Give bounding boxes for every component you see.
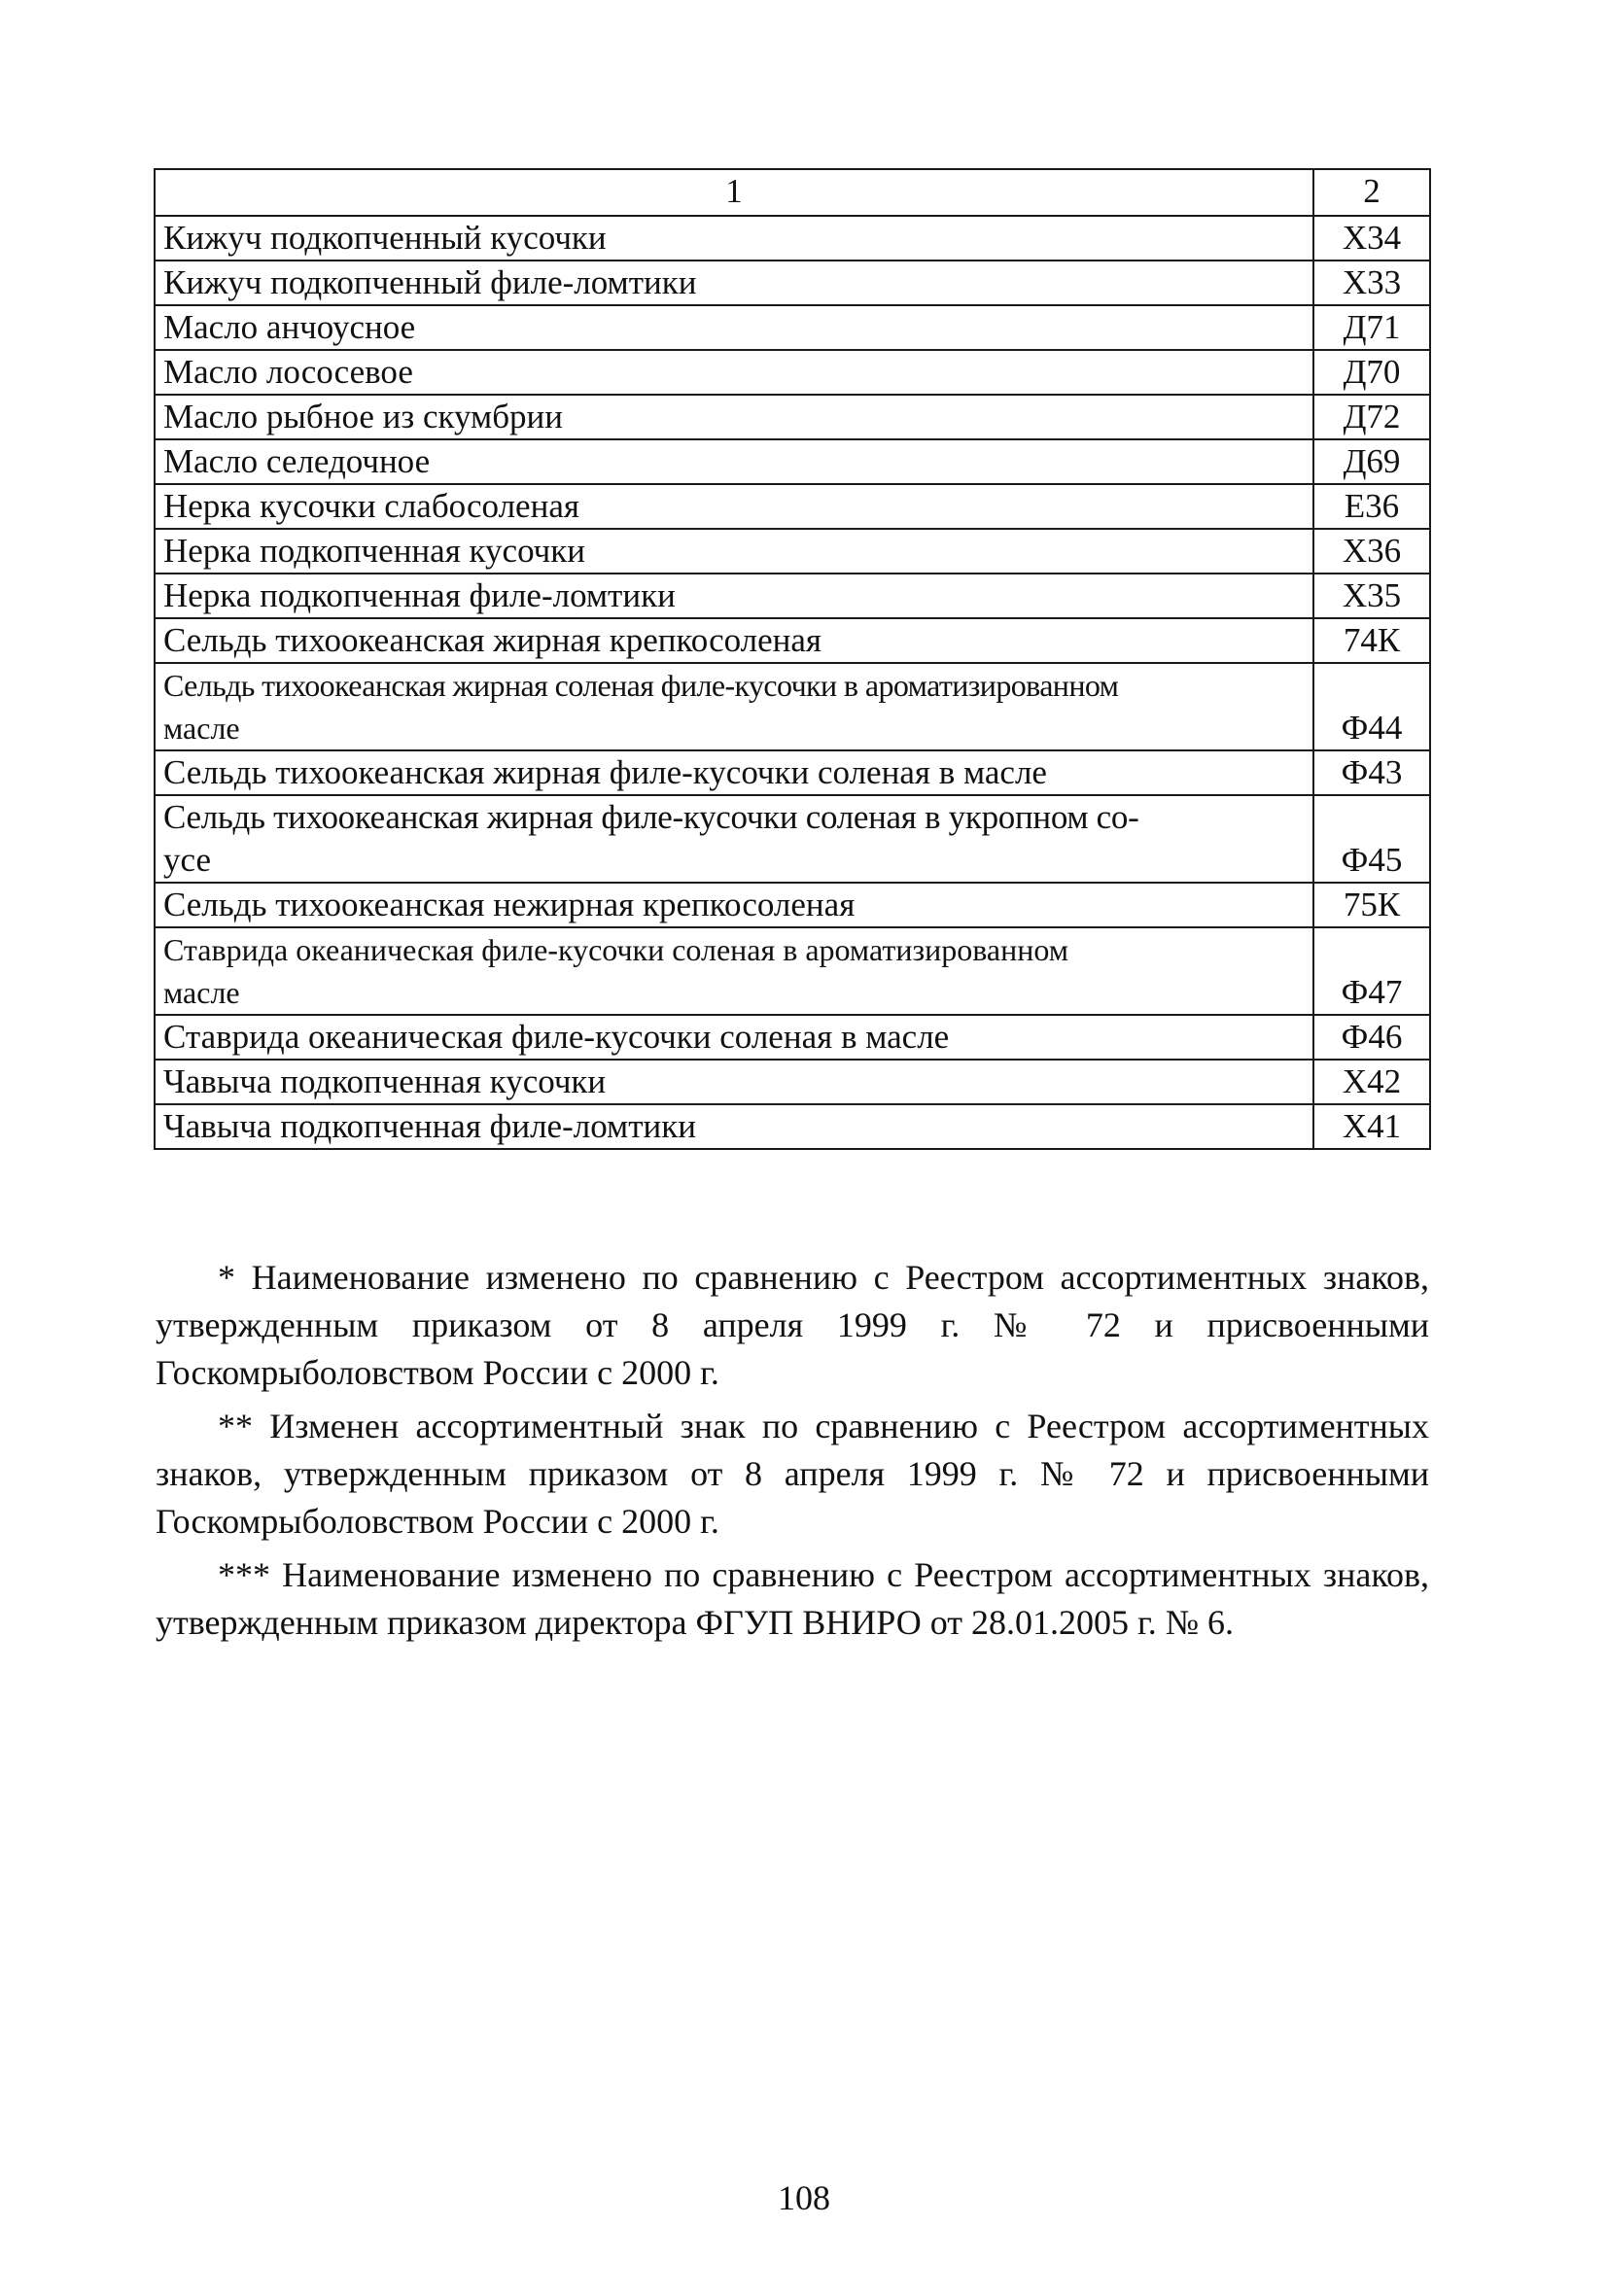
footnotes: [156, 1254, 1429, 1652]
product-name-line: Ставрида океаническая филе-кусочки соленая в ароматизированном: [163, 932, 1068, 967]
product-code-cell: Х33: [1313, 261, 1430, 305]
product-name-cell: Ставрида океаническая филе-кусочки соленая в масле: [155, 1015, 1313, 1060]
product-code-cell: Ф46: [1313, 1015, 1430, 1060]
product-name-cell: Нерка кусочки слабосоленая: [155, 484, 1313, 529]
product-name-cell: Масло лососевое: [155, 350, 1313, 395]
column-header-1: 1: [155, 169, 1313, 216]
product-name-line: Сельдь тихоокеанская жирная соленая филе-кусочки в ароматизированном: [163, 668, 1119, 703]
footnote-3: *** Наименование изменено по сравнению с Реестром ассортиментных знаков, утвержденным приказом директора ФГУП ВНИРО от 28.01.2005 г. № 6.: [156, 1555, 1429, 1642]
product-name-cell: Чавыча подкопченная кусочки: [155, 1060, 1313, 1104]
footnote-1: * Наименование изменено по сравнению с Реестром ассортиментных знаков, утвержденным приказом от 8 апреля 1999 г. № 72 и присвоенными Госкомрыболовством России с 2000 г.: [156, 1258, 1429, 1392]
product-code-cell: Д70: [1313, 350, 1430, 395]
product-name-line: Сельдь тихоокеанская жирная филе-кусочки соленая в укропном со-: [163, 798, 1139, 836]
product-name-cell: Кижуч подкопченный кусочки: [155, 216, 1313, 261]
table-row: [155, 305, 1430, 350]
product-code-cell: Х35: [1313, 574, 1430, 618]
product-name-cell: Масло селедочное: [155, 439, 1313, 484]
table-row: [155, 1104, 1430, 1149]
product-code-cell: Е36: [1313, 484, 1430, 529]
product-name-cell: Кижуч подкопченный филе-ломтики: [155, 261, 1313, 305]
assortment-signs-table: [154, 168, 1431, 1150]
page-number: 108: [778, 2178, 830, 2217]
table-row: [155, 927, 1430, 1015]
table-row: [155, 750, 1430, 795]
column-header-2: 2: [1313, 169, 1430, 216]
product-name-cell: Сельдь тихоокеанская жирная филе-кусочки соленая в масле: [155, 750, 1313, 795]
product-name-cell: [155, 795, 1313, 883]
product-code-cell: Ф44: [1313, 663, 1430, 750]
product-code-cell: Х41: [1313, 1104, 1430, 1149]
product-name-line: масле: [163, 711, 240, 746]
product-code-cell: Д72: [1313, 395, 1430, 439]
footnote-2: ** Изменен ассортиментный знак по сравнению с Реестром ассортиментных знаков, утвержденным приказом от 8 апреля 1999 г. № 72 и присвоенными Госкомрыболовством России с 2000 г.: [156, 1407, 1429, 1541]
table-row: [155, 261, 1430, 305]
product-name-line: усе: [163, 841, 211, 879]
product-name-cell: Масло анчоусное: [155, 305, 1313, 350]
table-row: [155, 1015, 1430, 1060]
product-name-cell: Сельдь тихоокеанская жирная крепкосоленая: [155, 618, 1313, 663]
table-row: [155, 350, 1430, 395]
table-row: [155, 439, 1430, 484]
table-row: [155, 663, 1430, 750]
table-row: [155, 216, 1430, 261]
table-header-row: [155, 169, 1430, 216]
product-name-cell: [155, 927, 1313, 1015]
product-code-cell: Х42: [1313, 1060, 1430, 1104]
product-name-line: масле: [163, 975, 240, 1010]
table-row: [155, 1060, 1430, 1104]
table-row: [155, 484, 1430, 529]
product-name-cell: Нерка подкопченная кусочки: [155, 529, 1313, 574]
product-code-cell: Д69: [1313, 439, 1430, 484]
product-code-cell: Ф43: [1313, 750, 1430, 795]
table-row: [155, 395, 1430, 439]
product-code-cell: Х34: [1313, 216, 1430, 261]
product-name-cell: Сельдь тихоокеанская нежирная крепкосоленая: [155, 883, 1313, 927]
table-row: [155, 529, 1430, 574]
product-name-cell: Масло рыбное из скумбрии: [155, 395, 1313, 439]
product-code-cell: Х36: [1313, 529, 1430, 574]
product-name-cell: [155, 663, 1313, 750]
product-code-cell: Д71: [1313, 305, 1430, 350]
product-code-cell: Ф45: [1313, 795, 1430, 883]
table-row: [155, 574, 1430, 618]
table-row: [155, 883, 1430, 927]
table-row: [155, 618, 1430, 663]
product-code-cell: 75К: [1313, 883, 1430, 927]
product-code-cell: 74К: [1313, 618, 1430, 663]
table-row: [155, 795, 1430, 883]
product-code-cell: Ф47: [1313, 927, 1430, 1015]
product-name-cell: Нерка подкопченная филе-ломтики: [155, 574, 1313, 618]
product-name-cell: Чавыча подкопченная филе-ломтики: [155, 1104, 1313, 1149]
